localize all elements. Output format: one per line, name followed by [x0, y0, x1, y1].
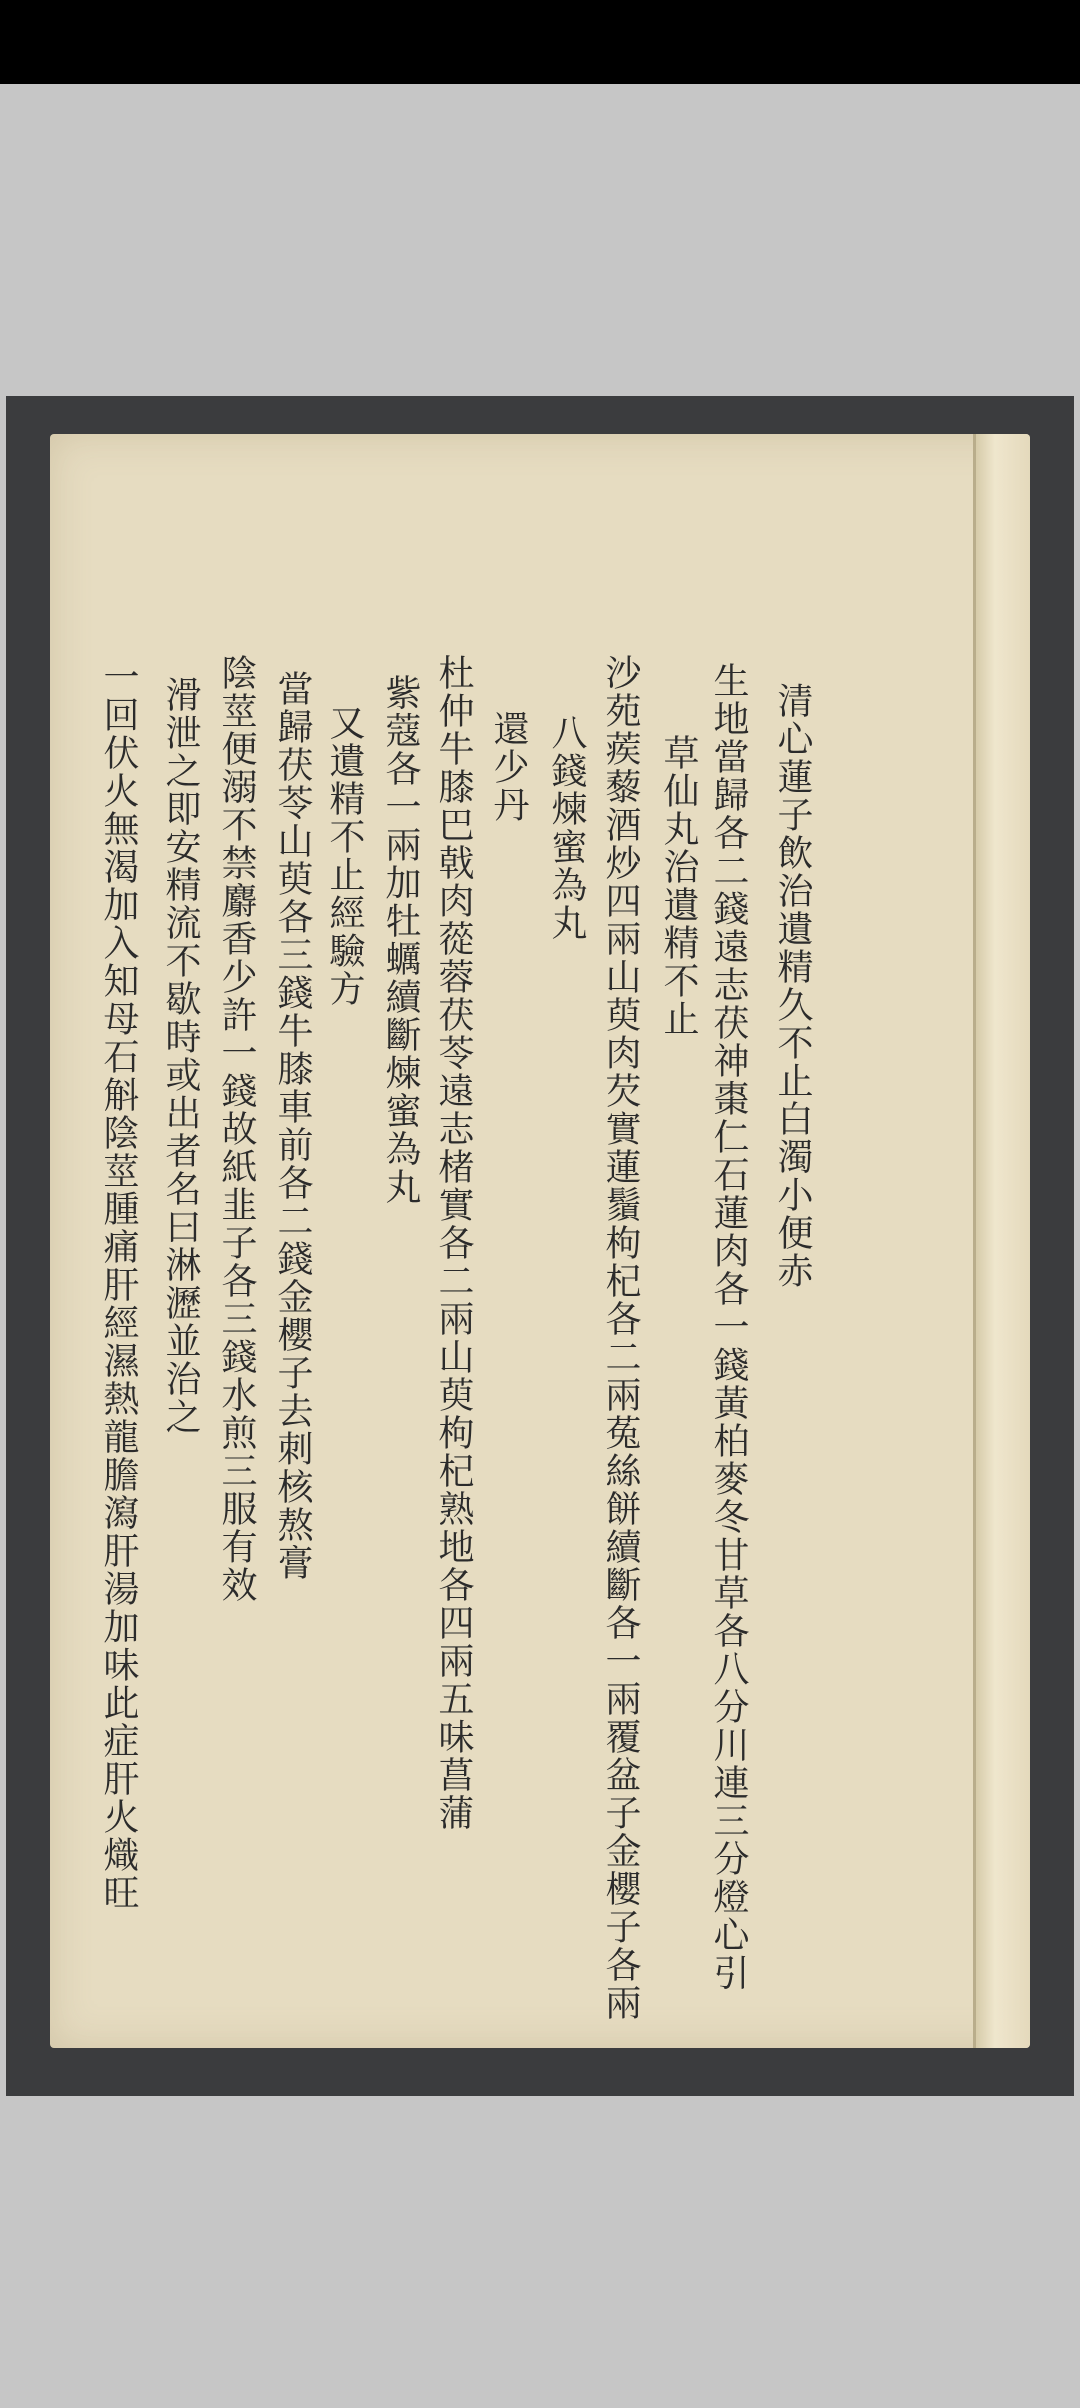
manuscript-page: [50, 434, 1030, 2048]
text-column-8: 紫蔻各一兩加牡蠣續斷煉蜜為丸: [380, 674, 421, 1206]
text-column-11: 陰莖便溺不禁麝香少許一錢故紙韭子各三錢水煎三服有效: [216, 654, 257, 1604]
text-column-10: 當歸茯苓山萸各三錢牛膝車前各二錢金櫻子去刺核熬膏: [272, 670, 313, 1582]
text-column-12: 滑泄之即安精流不歇時或出者名曰淋瀝並治之: [160, 676, 201, 1436]
text-column-5: 八錢煉蜜為丸: [546, 714, 587, 942]
text-column-1: 清心蓮子飲治遺精久不止白濁小便赤: [772, 682, 813, 1290]
text-column-3: 草仙丸治遺精不止: [658, 734, 699, 1038]
text-column-4: 沙苑蒺藜酒炒四兩山萸肉芡實蓮鬚枸杞各二兩菟絲餅續斷各一兩覆盆子金櫻子各兩: [600, 654, 641, 2022]
page-fold: [973, 434, 1030, 2048]
text-column-9: 又遺精不止經驗方: [324, 704, 365, 1008]
text-column-6: 還少丹: [488, 710, 529, 824]
status-bar: [0, 0, 1080, 84]
text-column-2: 生地當歸各二錢遠志茯神棗仁石蓮肉各一錢黃柏麥冬甘草各八分川連三分燈心引: [708, 662, 749, 1992]
text-column-7: 杜仲牛膝巴戟肉蓯蓉茯苓遠志楮實各二兩山萸枸杞熟地各四兩五味菖蒲: [433, 654, 474, 1832]
manuscript-text-area: [70, 654, 830, 2022]
text-column-13: 一回伏火無渴加入知母石斛陰莖腫痛肝經濕熱龍膽瀉肝湯加味此症肝火熾旺: [98, 658, 139, 1912]
